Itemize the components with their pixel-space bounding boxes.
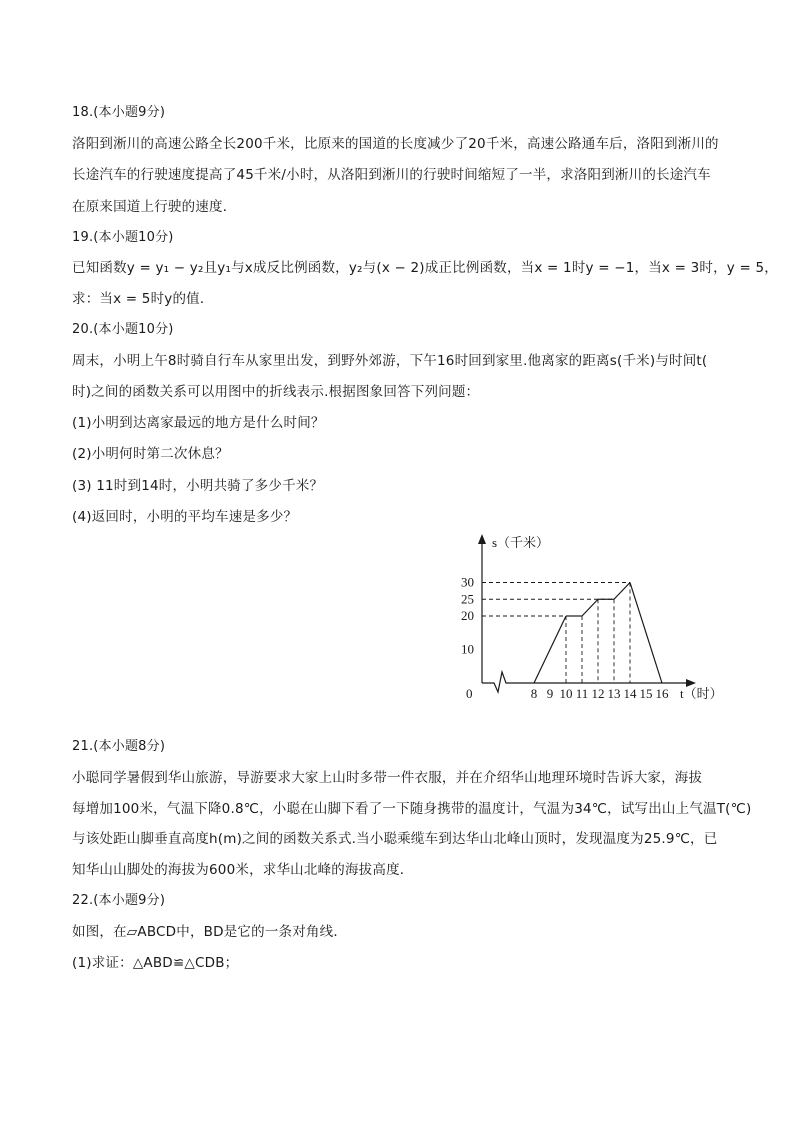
problem-21-line-4: 知华山山脚处的海拔为600米，求华山北峰的海拔高度． [72, 862, 414, 878]
y-tick-label: 25 [461, 591, 474, 607]
series-segment [534, 616, 566, 683]
problem-20-line-1: 周末，小明上午8时骑自行车从家里出发，到野外郊游，下午16时回到家里.他离家的距离s(千米)与时间t( [72, 353, 708, 369]
problem-20-question-2: (2)小明何时第二次休息？ [72, 446, 229, 462]
problem-18-line-1: 洛阳到淅川的高速公路全长200千米，比原来的国道的长度减少了20千米，高速公路通车后，洛阳到淅川的 [72, 136, 719, 152]
x-tick-label: 14 [623, 686, 637, 701]
problem-20-question-3: (3) 11时到14时，小明共骑了多少千米？ [72, 478, 324, 494]
problem-20-line-2: 时)之间的函数关系可以用图中的折线表示.根据图象回答下列问题： [72, 384, 480, 400]
y-axis-label: s（千米） [492, 535, 550, 550]
graph-axes [478, 534, 696, 692]
problem-18-line-3: 在原来国道上行驶的速度． [72, 199, 237, 215]
x-axis-label: t（时） [680, 686, 723, 701]
series-segment [582, 599, 598, 616]
graph-labels [461, 535, 723, 701]
problem-20-question-4: (4)返回时，小明的平均车速是多少？ [72, 509, 298, 525]
problem-20-question-1: (1)小明到达离家最远的地方是什么时间？ [72, 415, 325, 431]
problem-22-line-2: (1)求证：△ABD≌△CDB； [72, 955, 239, 971]
x-tick-label: 12 [591, 686, 605, 701]
distance-time-graph [440, 528, 740, 708]
problem-19-line-2: 求：当x = 5时y的值． [72, 291, 214, 307]
graph-guides [482, 583, 630, 684]
problem-19-line-1: 已知函数y = y₁ − y₂且y₁与x成反比例函数，y₂与(x − 2)成正比例函数，当x = 1时y = −1，当x = 3时，y = 5， [72, 260, 778, 276]
y-tick-label: 30 [461, 574, 474, 590]
x-tick-label: 13 [607, 686, 621, 701]
problem-21-line-2: 每增加100米，气温下降0.8℃，小聪在山脚下看了一下随身携带的温度计，气温为34℃，试写出山上气温T(℃) [72, 801, 752, 817]
series-segment [614, 583, 630, 600]
problem-19-header: 19.(本小题10分) [72, 230, 174, 245]
x-tick-label: 11 [575, 686, 589, 701]
problem-22-header: 22.(本小题9分) [72, 893, 166, 908]
problem-20-header: 20.(本小题10分) [72, 322, 174, 337]
problem-21-line-3: 与该处距山脚垂直高度h(m)之间的函数关系式.当小聪乘缆车到达华山北峰山顶时，发现温度为25.9℃，已 [72, 831, 718, 847]
y-axis-arrow [478, 534, 486, 544]
origin-label: 0 [466, 686, 473, 701]
y-tick-label: 20 [461, 608, 474, 623]
problem-18-header: 18.(本小题9分) [72, 105, 166, 120]
x-tick-label: 9 [546, 686, 554, 701]
y-tick-label: 10 [461, 641, 474, 657]
graph-series [534, 583, 662, 684]
problem-21-header: 21.(本小题8分) [72, 739, 166, 754]
problem-18-line-2: 长途汽车的行驶速度提高了45千米/小时，从洛阳到淅川的行驶时间缩短了一半，求洛阳到淅川的长途汽车 [72, 167, 711, 183]
problem-22-line-1: 如图，在▱ABCD中，BD是它的一条对角线． [72, 924, 348, 940]
x-tick-label: 16 [655, 686, 669, 701]
series-segment [630, 583, 662, 684]
x-tick-label: 10 [559, 686, 573, 701]
x-tick-label: 15 [639, 686, 653, 701]
x-tick-label: 8 [530, 686, 538, 701]
problem-21-line-1: 小聪同学暑假到华山旅游，导游要求大家上山时多带一件衣服，并在介绍华山地理环境时告诉大家，海拔 [72, 770, 703, 786]
